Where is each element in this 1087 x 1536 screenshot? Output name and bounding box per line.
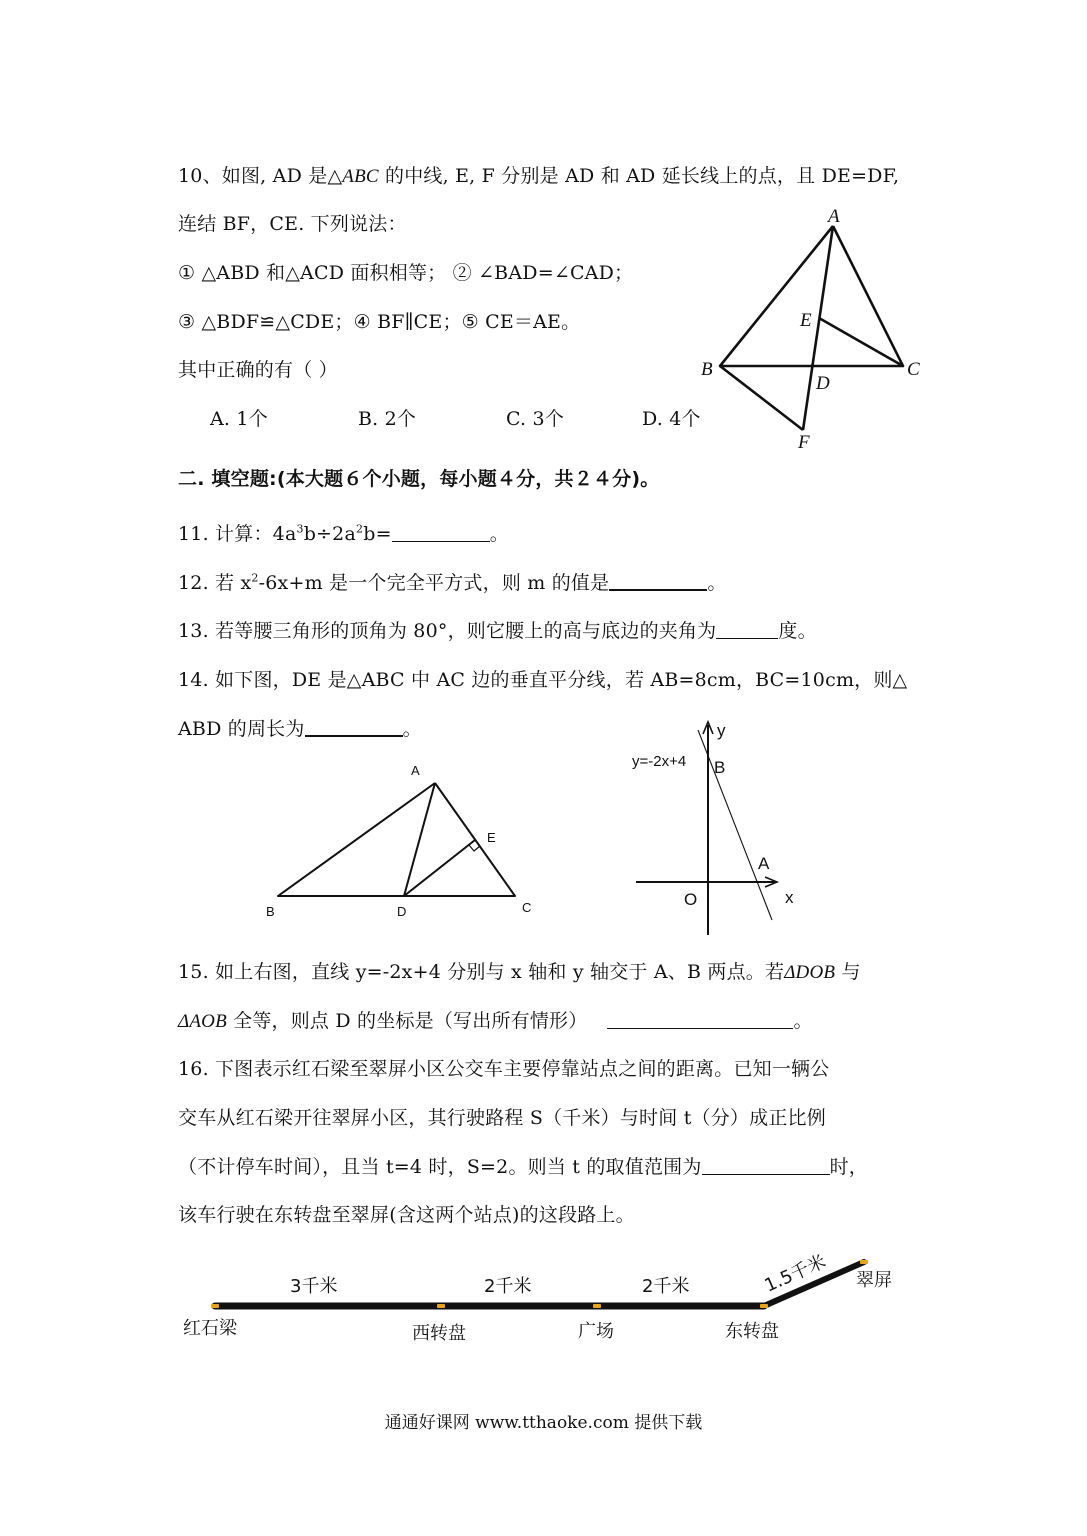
q14-label-a: A [411,763,420,778]
station-marker-hongshiliang [211,1304,219,1308]
q10-line2: 连结 BF，CE. 下列说法： [178,213,407,235]
q10-label-c: C [907,359,920,380]
q10-option-c: C. 3个 [506,408,565,430]
graph-label-x: x [785,888,794,907]
station-label-dongzhuanpan: 东转盘 [725,1321,779,1342]
q16-line4: 该车行驶在东转盘至翠屏(含这两个站点)的这段路上。 [178,1204,635,1226]
q15-line1: 15. 如上右图，直线 y=-2x+4 分别与 x 轴和 y 轴交于 A、B 两点。若ΔDOB 与 [178,961,861,983]
station-label-guangchang: 广场 [578,1321,614,1342]
q12: 12. 若 $x^2-6x+m$ 是一个完全平方式，则 m 的值是 。 [178,571,727,594]
q10-option-b: B. 2个 [358,408,417,430]
graph-label-y: y [717,721,726,740]
distance-label-1: 3千米 [290,1276,338,1297]
q14-label-c: C [522,900,532,915]
station-label-cuiping: 翠屏 [856,1270,892,1291]
station-marker-cuiping [860,1260,868,1264]
graph-label-a: A [758,854,770,873]
q14-line1: 14. 如下图，DE 是△ABC 中 AC 边的垂直平分线，若 AB=8cm，BC=10cm，则△ [178,669,908,691]
distance-label-3: 2千米 [642,1276,690,1297]
station-label-xizhuanpan: 西转盘 [412,1323,466,1344]
q14-line2: ABD 的周长为 。 [178,718,422,740]
q14-label-d: D [397,904,407,919]
q13: 13. 若等腰三角形的顶角为 80°，则它腰上的高与底边的夹角为 度。 [178,620,817,642]
q14-label-e: E [487,830,496,845]
station-label-hongshiliang: 红石梁 [183,1318,237,1339]
graph-label-b: B [714,758,726,777]
page-footer: 通通好课网 www.tthaoke.com 提供下载 [384,1413,703,1433]
q16-line1: 16. 下图表示红石梁至翠屏小区公交车主要停靠站点之间的距离。已知一辆公 [178,1058,830,1080]
distance-label-2: 2千米 [484,1276,532,1297]
q10-option-a: A. 1个 [210,408,268,430]
distance-label-4: 1.5千米 [761,1251,830,1297]
q10-label-d: D [816,373,830,394]
q16-line3: （不计停车时间），且当 t=4 时，S=2。则当 t 的取值范围为 时， [178,1156,868,1178]
q10-option-d: D. 4个 [642,408,701,430]
q10-label-e: E [800,310,812,331]
q14-label-b: B [266,904,275,919]
q15-line2: ΔAOB 全等，则点 D 的坐标是（写出所有情形） 。 [178,1010,813,1032]
station-marker-xizhuanpan [437,1304,445,1308]
q10-label-f: F [798,432,810,453]
q10-line5: 其中正确的有（ ） [178,359,338,381]
graph-label-o: O [684,890,698,909]
q11: 11. 计算：$4a^3b\div 2a^2b=$ 。 [178,522,509,545]
q16-line2: 交车从红石梁开往翠屏小区，其行驶路程 S（千米）与时间 t（分）成正比例 [178,1107,826,1129]
graph-equation: y=-2x+4 [632,753,687,770]
station-marker-guangchang [593,1304,601,1308]
q10-line1: 10、如图, AD 是△ABC 的中线, E, F 分别是 AD 和 AD 延长线上的点，且 DE=DF, [178,165,900,187]
q10-label-a: A [828,206,840,227]
q10-line3: ① △ABD 和△ACD 面积相等； ② ∠BAD=∠CAD； [178,262,634,284]
station-marker-dongzhuanpan [760,1304,768,1308]
section2-title: 二. 填空题:(本大题６个小题，每小题４分，共２４分)。 [178,468,660,490]
q10-line4: ③ △BDF≌△CDE；④ BF∥CE；⑤ CE＝AE。 [178,311,581,333]
q10-label-b: B [701,359,713,380]
